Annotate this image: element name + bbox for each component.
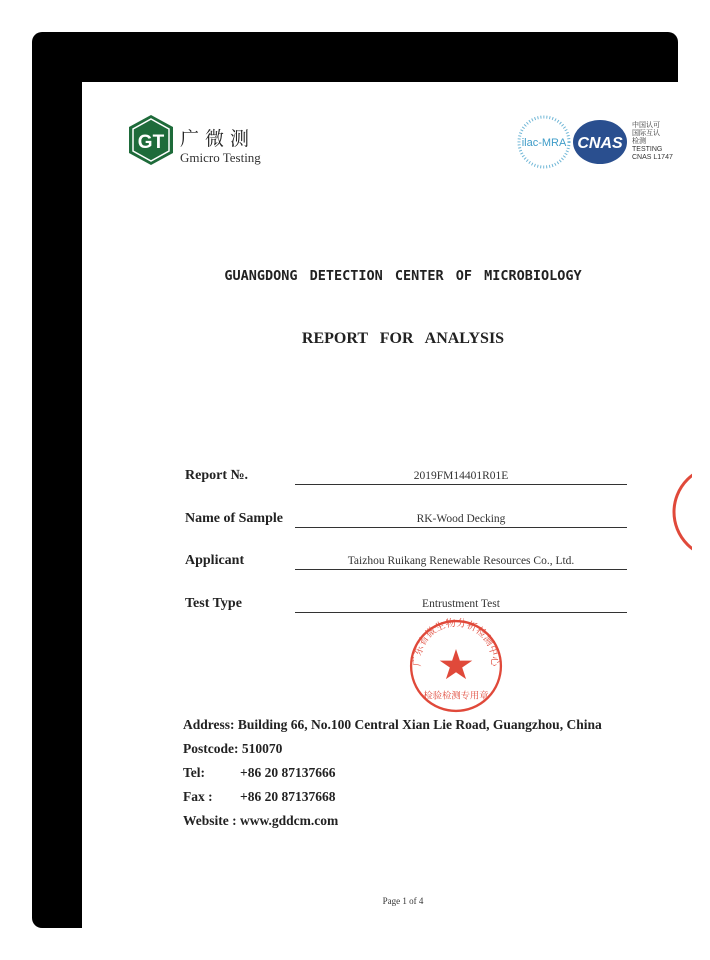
- gmicro-logo-icon: [128, 114, 174, 166]
- svg-text:CNAS: CNAS: [577, 135, 623, 152]
- report-number-value: 2019FM14401R01E: [295, 470, 627, 485]
- svg-text:ilac-MRA: ilac-MRA: [521, 137, 567, 149]
- applicant-value: Taizhou Ruikang Renewable Resources Co., Ltd.: [295, 555, 627, 570]
- tel-value: +86 20 87137666: [240, 765, 336, 780]
- report-page: [82, 82, 692, 942]
- applicant-label: Applicant: [185, 553, 245, 568]
- website-line: Website : www.gddcm.com: [183, 813, 339, 828]
- svg-text:广东省微生物分析检测中心: 广东省微生物分析检测中心: [412, 618, 500, 667]
- cnas-accreditation-text: 中国认可 国际互认 检测 TESTING CNAS L1747: [632, 122, 673, 161]
- address-line: Address: Building 66, No.100 Central Xian Lie Road, Guangzhou, China: [183, 717, 602, 732]
- fax-value: +86 20 87137668: [240, 789, 336, 804]
- svg-text:检验检测专用章: 检验检测专用章: [423, 690, 489, 702]
- accreditation-logos-icon: [516, 114, 630, 170]
- postcode-line: Postcode: 510070: [183, 741, 283, 756]
- page-number: Page 1 of 4: [382, 896, 424, 906]
- report-number-label: Report №.: [185, 468, 249, 483]
- report-title: REPORT FOR ANALYSIS: [301, 330, 505, 347]
- partial-seal-stamp: [662, 462, 692, 562]
- sample-name-label: Name of Sample: [185, 511, 283, 526]
- logo-chinese-name: 广微测: [180, 128, 256, 150]
- tel-label: Tel:: [183, 765, 206, 780]
- official-seal-stamp: [408, 618, 504, 714]
- fax-label: Fax :: [183, 789, 213, 804]
- document-frame: [32, 32, 678, 928]
- logo-english-name: Gmicro Testing: [180, 150, 261, 165]
- svg-text:GT: GT: [137, 132, 165, 153]
- test-type-label: Test Type: [185, 596, 242, 611]
- test-type-value: Entrustment Test: [295, 598, 627, 613]
- organization-title: GUANGDONG DETECTION CENTER OF MICROBIOLOGY: [224, 268, 582, 284]
- sample-name-value: RK-Wood Decking: [295, 513, 627, 528]
